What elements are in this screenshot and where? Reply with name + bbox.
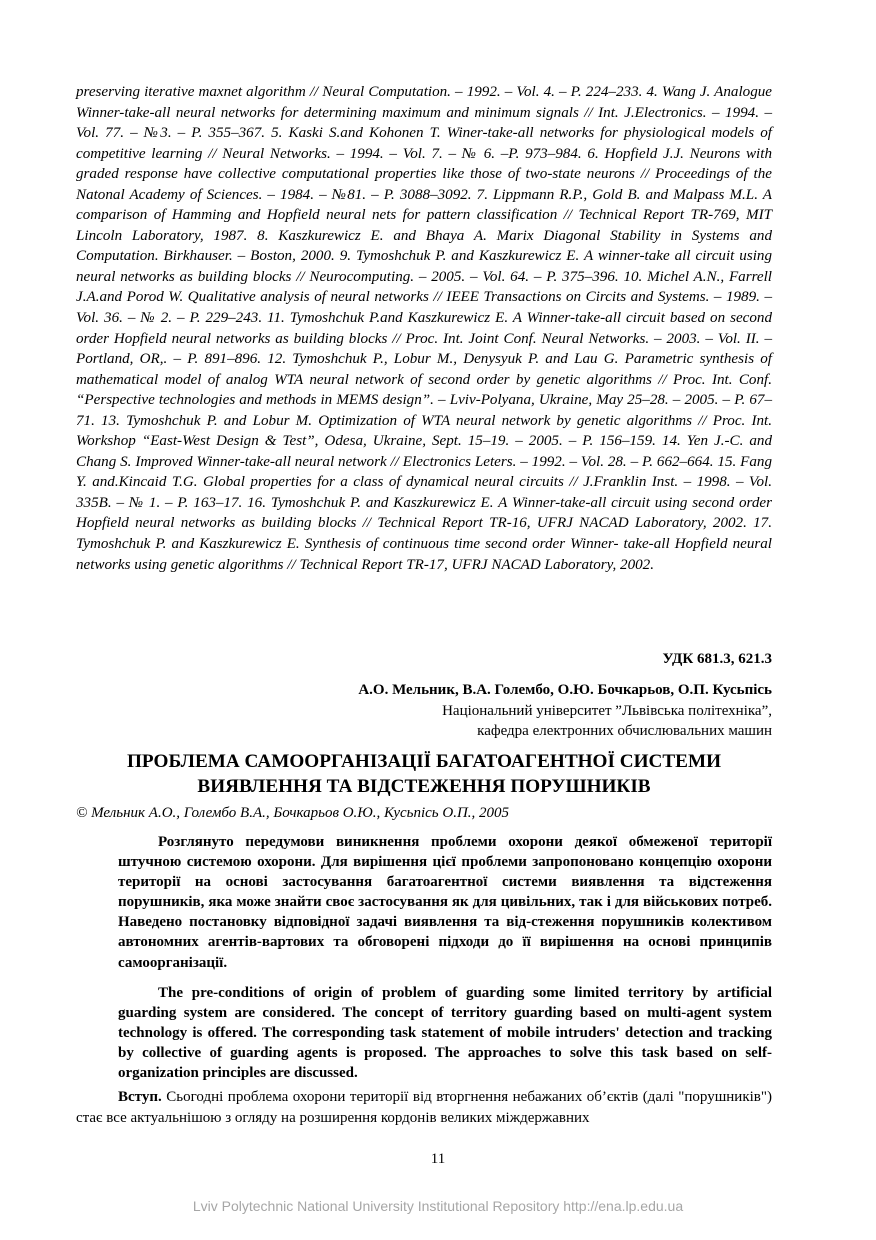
title-line-1: ПРОБЛЕМА САМООРГАНІЗАЦІЇ БАГАТОАГЕНТНОЇ СИСТЕМИ — [126, 751, 722, 772]
introduction-paragraph — [76, 1087, 772, 1128]
references-continuation: preserving iterative maxnet algorithm // Neural Computation. – 1992. – Vol. 4. – P. 224–233. 4. Wang J. Analogue Winner-take-all neural networks for determining maximum and minimum signals // Int. J.Electronics. – 1994. – Vol. 77. – №3. – P. 355–367. 5. Kaski S.and Kohonen T. Winer-take-all networks for physiological models of competitive learning // Neural Networks. – 1994. – Vol. 7. – № 6. –P. 973–984. 6. Hopfield J.J. Neurons with graded response have collective computational properties like those of two-state neurons // Proceedings of the Natonal Academy of Sciences. – 1984. – №81. – P. 3088–3092. 7. Lippmann R.P., Gold B. and Malpass M.L. A comparison of Hamming and Hopfield neural nets for pattern classification // Technical Report TR-769, MIT Lincoln Laboratory, 1987. 8. Kaszkurewicz E. and Bhaya A. Marix Diagonal Stability in Systems and Computation. Birkhauser. – Boston, 2000. 9. Tymoshchuk P. and Kaszkurewicz E. A winner-take all circuit using neural networks as building blocks // Neurocomputing. – 2005. – Vol. 64. – P. 375–396. 10. Michel A.N., Farrell J.A.and Porod W. Qualitative analysis of neural networks // IEEE Transactions on Circits and Systems. – 1989. – Vol. 36. – № 2. – P. 229–243. 11. Tymoshchuk P.and Kaszkurewicz E. A Winner-take-all circuit based on second order Hopfield neural networks as building blocks // Proc. Int. Joint Conf. Neural Networks. – 2003. – Vol. II. – Portland, OR,. – P. 891–896. 12. Tymoshchuk P., Lobur M., Denysyuk P. and Lau G. Parametric synthesis of mathematical model of analog WTA neural network of second order by genetic algorithms // Proc. Int. Conf. “Perspective technologies and methods in MEMS design”. – Lviv-Polyana, Ukraine, May 25–28. – 2005. – P. 67–71. 13. Tymoshchuk P. and Lobur M. Optimization of WTA neural network by genetic algorithms // Proc. Int. Workshop “East-West Design & Test”, Odesa, Ukraine, Sept. 15–19. – 2005. – P. 156–159. 14. Yen J.-C. and Chang S. Improved Winner-take-all neural network // Electronics Leters. – 1992. – Vol. 28. – P. 662–664. 15. Fang Y. and.Kincaid T.G. Global properties for a class of dynamical neural circuits // J.Franklin Inst. – 1998. – Vol. 335B. – № 1. – P. 163–17. 16. Tymoshchuk P. and Kaszkurewicz E. A Winner-take-all circuit using second order Hopfield neural networks as building blocks // Technical Report TR-16, UFRJ NACAD Laboratory, 2002. 17. Tymoshchuk P. and Kaszkurewicz E. Synthesis of continuous time second order Winner- take-all Hopfield neural networks using genetic algorithms // Technical Report TR-17, UFRJ NACAD Laboratory, 2002. — [76, 84, 772, 573]
intro-text: Сьогодні проблема охорони території від вторгнення небажаних об’єктів (далі "порушників") стає все актуальнішою з огляду на розширення кордонів великих міждержавних — [76, 1089, 772, 1126]
affiliation-university: Національний університет ”Львівська політехніка”, — [442, 702, 772, 719]
abstract-english: The pre-conditions of origin of problem of guarding some limited territory by artificial guarding system are considered. The concept of territory guarding based on multi-agent system technology is offered. The corresponding task statement of mobile intruders' detection and tracking by collective of guarding agents is proposed. The approaches to solve this task based on self-organization principles are discussed. — [118, 985, 772, 1082]
author-names: А.О. Мельник, В.А. Голембо, О.Ю. Бочкарьов, О.П. Кусьпісь — [358, 682, 772, 698]
article-title — [76, 750, 772, 799]
intro-heading: Вступ. — [118, 1089, 162, 1105]
affiliation-department: кафедра електронних обчислювальних машин — [477, 723, 772, 739]
title-line-2: ВИЯВЛЕННЯ ТА ВІДСТЕЖЕННЯ ПОРУШНИКІВ — [197, 775, 651, 797]
udc-code: УДК 681.3, 621.3 — [662, 651, 772, 667]
copyright-line: © Мельник А.О., Голембо В.А., Бочкарьов О.Ю., Кусьпісь О.П., 2005 — [76, 805, 510, 821]
repository-footer: Lviv Polytechnic National University Institutional Repository http://ena.lp.edu.ua — [192, 1198, 684, 1214]
page-number: 11 — [430, 1151, 446, 1167]
abstract-ukrainian: Розглянуто передумови виникнення проблеми охорони деякої обмеженої території штучною системою охорони. Для вирішення цієї проблеми запропоновано концепцію охорони території на основі застосування багатоагентної системи виявлення та відстеження порушників, яка може знайти своє застосування як для цивільних, так і для військових потреб. Наведено постановку відповідної задачі виявлення та від-стеження порушників колективом автономних агентів-вартових та обговорені підходи до її вирішення на основі принципів самоорганізації. — [118, 834, 772, 971]
author-block — [358, 680, 772, 742]
